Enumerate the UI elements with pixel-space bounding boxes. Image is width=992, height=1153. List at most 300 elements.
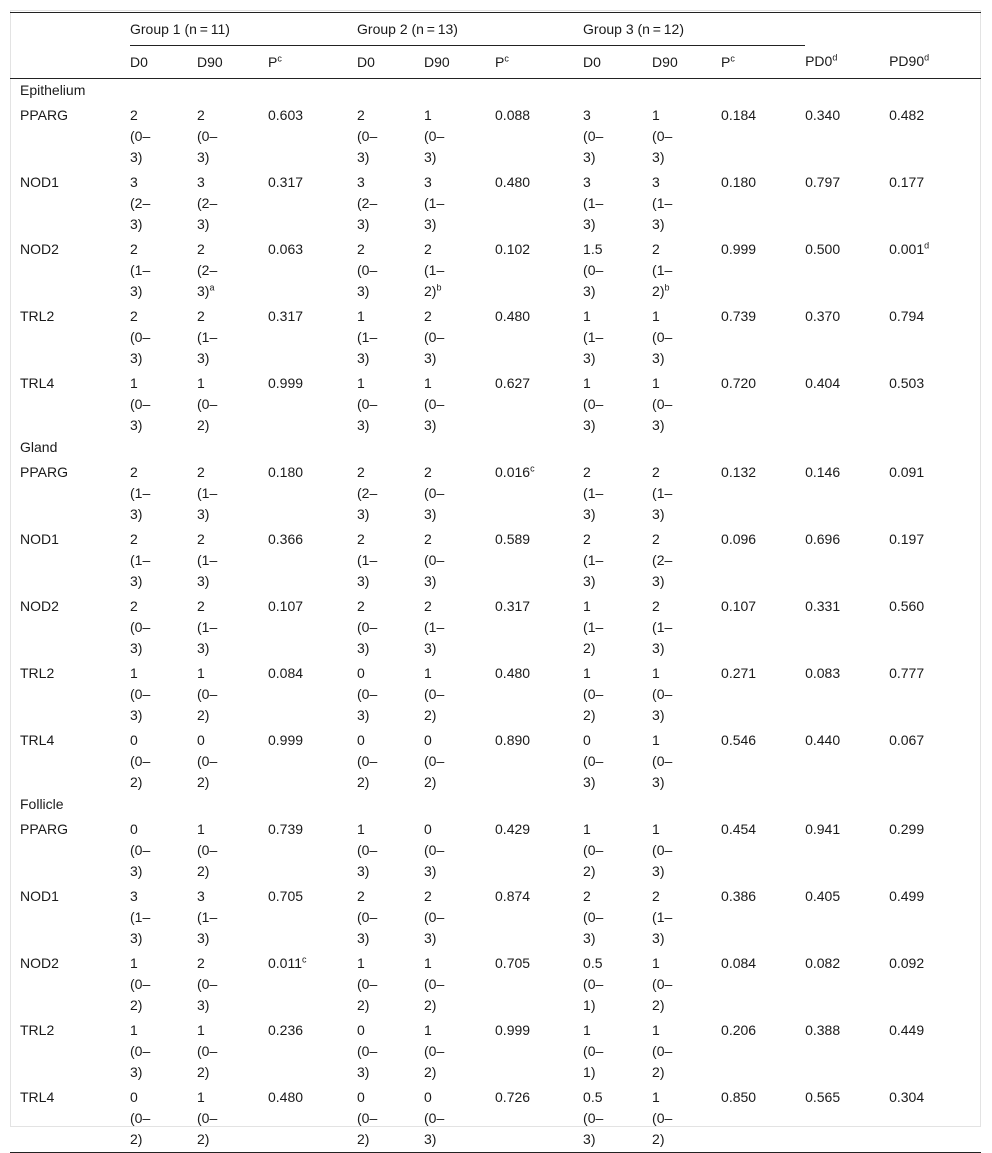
data-cell bbox=[357, 882, 424, 949]
median-value: 3 bbox=[197, 174, 205, 190]
median-value: 2 bbox=[424, 531, 432, 547]
median-range-value bbox=[424, 462, 458, 525]
p-value: 0.941 bbox=[805, 821, 841, 837]
range-value: (0– bbox=[130, 842, 151, 858]
data-cell bbox=[197, 726, 268, 793]
range-value: 3) bbox=[583, 573, 596, 589]
median-value: 1 bbox=[652, 1089, 660, 1105]
p-value: 0.627 bbox=[495, 375, 531, 391]
col-header-d90: D90 bbox=[197, 53, 223, 70]
row-label: PPARG bbox=[20, 107, 68, 123]
median-value: 3 bbox=[424, 174, 432, 190]
table-row bbox=[10, 101, 981, 168]
empty-cell bbox=[583, 793, 652, 815]
median-value: 1 bbox=[652, 1022, 660, 1038]
range-value: (0– bbox=[583, 909, 604, 925]
data-cell bbox=[721, 592, 805, 659]
range-value: (1– bbox=[357, 329, 378, 345]
row-label: TRL2 bbox=[20, 665, 55, 681]
median-range-value bbox=[357, 529, 391, 592]
data-cell bbox=[652, 235, 721, 302]
data-cell bbox=[889, 1083, 981, 1150]
data-cell bbox=[805, 726, 889, 793]
median-range-value bbox=[197, 886, 231, 949]
data-cell bbox=[495, 302, 583, 369]
range-value: (0– bbox=[130, 396, 151, 412]
median-range-value bbox=[583, 886, 617, 949]
data-cell bbox=[197, 235, 268, 302]
p-value: 0.405 bbox=[805, 888, 841, 904]
table-row bbox=[10, 949, 981, 1016]
data-cell bbox=[424, 815, 495, 882]
median-range-value bbox=[424, 1020, 458, 1083]
empty-cell bbox=[424, 793, 495, 815]
data-cell bbox=[721, 369, 805, 436]
data-cell bbox=[268, 369, 357, 436]
median-range-value bbox=[130, 239, 164, 302]
data-cell bbox=[889, 369, 981, 436]
footnote-marker: c bbox=[530, 463, 535, 474]
empty-cell bbox=[495, 79, 583, 102]
p-value: 0.317 bbox=[268, 308, 304, 324]
median-value: 1 bbox=[130, 665, 138, 681]
range-value: (0– bbox=[357, 1043, 378, 1059]
median-value: 1 bbox=[652, 107, 660, 123]
median-value: 1 bbox=[652, 955, 660, 971]
data-cell bbox=[805, 369, 889, 436]
table-row bbox=[10, 882, 981, 949]
data-cell bbox=[357, 302, 424, 369]
range-value: (1– bbox=[652, 485, 673, 501]
p-value: 0.739 bbox=[268, 821, 304, 837]
median-value: 2 bbox=[130, 308, 138, 324]
range-value: (0– bbox=[424, 842, 445, 858]
median-value: 1 bbox=[197, 1022, 205, 1038]
p-value: 0.370 bbox=[805, 308, 841, 324]
median-range-value bbox=[197, 239, 231, 302]
range-value: 2) bbox=[130, 774, 143, 790]
median-range-value bbox=[424, 819, 458, 882]
range-value: (2– bbox=[357, 485, 378, 501]
row-label: TRL2 bbox=[20, 1022, 55, 1038]
median-value: 2 bbox=[652, 464, 660, 480]
median-value: 0 bbox=[357, 665, 365, 681]
range-value: 3) bbox=[424, 350, 437, 366]
data-cell bbox=[583, 168, 652, 235]
data-cell bbox=[197, 592, 268, 659]
median-range-value bbox=[130, 819, 164, 882]
data-cell bbox=[197, 659, 268, 726]
table-row bbox=[10, 1016, 981, 1083]
range-value: (0– bbox=[197, 753, 218, 769]
data-cell bbox=[805, 1016, 889, 1083]
median-range-value bbox=[357, 953, 391, 1016]
data-cell bbox=[652, 369, 721, 436]
median-range-value bbox=[652, 730, 686, 793]
median-value: 2 bbox=[357, 888, 365, 904]
range-value: (1– bbox=[424, 619, 445, 635]
data-cell bbox=[805, 302, 889, 369]
data-cell bbox=[130, 168, 197, 235]
median-range-value bbox=[197, 730, 231, 793]
p-value: 0.565 bbox=[805, 1089, 841, 1105]
median-value: 1 bbox=[652, 308, 660, 324]
p-value: 0.197 bbox=[889, 531, 925, 547]
range-value: 3) bbox=[357, 216, 370, 232]
range-value: 3) bbox=[424, 930, 437, 946]
range-value: (0– bbox=[130, 686, 151, 702]
empty-cell bbox=[424, 79, 495, 102]
range-value: (0– bbox=[130, 1110, 151, 1126]
range-value: (0– bbox=[357, 976, 378, 992]
p-value: 0.797 bbox=[805, 174, 841, 190]
p-value: 0.386 bbox=[721, 888, 757, 904]
range-value: 2) bbox=[130, 997, 143, 1013]
range-value: (0– bbox=[357, 396, 378, 412]
median-value: 2 bbox=[652, 531, 660, 547]
median-range-value bbox=[583, 819, 617, 882]
data-cell bbox=[495, 949, 583, 1016]
empty-cell bbox=[889, 793, 981, 815]
p-value: 0.480 bbox=[268, 1089, 304, 1105]
median-range-value bbox=[424, 663, 458, 726]
range-value: (0– bbox=[583, 396, 604, 412]
median-range-value bbox=[652, 819, 686, 882]
data-cell bbox=[721, 525, 805, 592]
row-label: TRL4 bbox=[20, 732, 55, 748]
empty-cell bbox=[721, 79, 805, 102]
range-value: 3) bbox=[197, 149, 210, 165]
median-range-value bbox=[197, 1087, 231, 1150]
median-value: 1 bbox=[583, 821, 591, 837]
range-value: (2– bbox=[197, 195, 218, 211]
range-value: 3) bbox=[130, 417, 143, 433]
range-value: (0– bbox=[424, 396, 445, 412]
median-range-value bbox=[583, 730, 617, 793]
median-range-value bbox=[197, 953, 231, 1016]
data-cell bbox=[424, 235, 495, 302]
median-value: 2 bbox=[197, 107, 205, 123]
median-value: 2 bbox=[197, 955, 205, 971]
row-label: NOD2 bbox=[20, 241, 59, 257]
data-cell bbox=[197, 168, 268, 235]
median-range-value bbox=[357, 663, 391, 726]
table-row bbox=[10, 659, 981, 726]
data-cell bbox=[721, 168, 805, 235]
data-cell bbox=[805, 815, 889, 882]
row-label: NOD1 bbox=[20, 888, 59, 904]
range-value: 3) bbox=[197, 997, 210, 1013]
p-value: 0.107 bbox=[721, 598, 757, 614]
median-value: 1 bbox=[130, 955, 138, 971]
data-cell bbox=[130, 302, 197, 369]
p-value: 0.271 bbox=[721, 665, 757, 681]
p-value: 0.480 bbox=[495, 174, 531, 190]
median-range-value bbox=[130, 596, 164, 659]
p-value: 0.331 bbox=[805, 598, 841, 614]
data-cell bbox=[130, 882, 197, 949]
range-value: 2) bbox=[197, 1064, 210, 1080]
data-cell bbox=[583, 302, 652, 369]
empty-header-cell bbox=[10, 13, 130, 46]
range-value: 3) bbox=[357, 707, 370, 723]
range-value: 3) bbox=[357, 1064, 370, 1080]
empty-cell bbox=[889, 79, 981, 102]
median-value: 0 bbox=[130, 821, 138, 837]
p-value: 0.850 bbox=[721, 1089, 757, 1105]
median-value: 2 bbox=[197, 464, 205, 480]
range-value: 2) bbox=[197, 1131, 210, 1147]
table-body bbox=[10, 79, 981, 1151]
p-value: 0.084 bbox=[721, 955, 757, 971]
range-value: (0– bbox=[424, 976, 445, 992]
empty-cell bbox=[889, 436, 981, 458]
median-value: 3 bbox=[197, 888, 205, 904]
p-value: 0.092 bbox=[889, 955, 925, 971]
median-range-value bbox=[130, 886, 164, 949]
median-value: 0 bbox=[424, 821, 432, 837]
data-cell bbox=[197, 302, 268, 369]
median-range-value bbox=[583, 663, 617, 726]
column-header-row bbox=[10, 46, 981, 79]
median-range-value bbox=[197, 663, 231, 726]
median-value: 0 bbox=[357, 1022, 365, 1038]
range-value: (0– bbox=[357, 262, 378, 278]
p-value: 0.890 bbox=[495, 732, 531, 748]
data-cell bbox=[268, 1016, 357, 1083]
median-range-value bbox=[197, 529, 231, 592]
data-cell bbox=[889, 1016, 981, 1083]
p-value: 0.063 bbox=[268, 241, 304, 257]
median-range-value bbox=[197, 462, 231, 525]
empty-cell bbox=[583, 436, 652, 458]
median-range-value bbox=[652, 1020, 686, 1083]
median-value: 1 bbox=[197, 665, 205, 681]
range-value: (1– bbox=[357, 552, 378, 568]
median-value: 1 bbox=[652, 821, 660, 837]
range-value: 2) bbox=[357, 997, 370, 1013]
data-cell bbox=[130, 1083, 197, 1150]
data-cell bbox=[495, 882, 583, 949]
col-header-d0: D0 bbox=[357, 53, 375, 70]
range-value: (0– bbox=[357, 753, 378, 769]
range-value: 3) bbox=[424, 506, 437, 522]
p-value: 0.082 bbox=[805, 955, 841, 971]
data-cell bbox=[130, 525, 197, 592]
range-value: (1– bbox=[583, 619, 604, 635]
empty-cell bbox=[130, 79, 197, 102]
p-value: 0.589 bbox=[495, 531, 531, 547]
data-cell bbox=[721, 726, 805, 793]
median-range-value bbox=[652, 373, 686, 436]
table-row bbox=[10, 592, 981, 659]
empty-cell bbox=[805, 436, 889, 458]
median-value: 0 bbox=[583, 732, 591, 748]
data-cell bbox=[583, 949, 652, 1016]
empty-cell bbox=[652, 436, 721, 458]
p-value: 0.084 bbox=[268, 665, 304, 681]
empty-cell bbox=[268, 793, 357, 815]
p-value: 0.317 bbox=[495, 598, 531, 614]
data-cell bbox=[357, 726, 424, 793]
p-value: 0.440 bbox=[805, 732, 841, 748]
p-value: 0.177 bbox=[889, 174, 925, 190]
median-value: 2 bbox=[424, 241, 432, 257]
range-value: 3) bbox=[357, 573, 370, 589]
section-row bbox=[10, 793, 981, 815]
data-cell bbox=[424, 659, 495, 726]
empty-cell bbox=[357, 436, 424, 458]
range-value: 3) bbox=[130, 707, 143, 723]
range-value: (0– bbox=[130, 976, 151, 992]
range-value: (1– bbox=[197, 329, 218, 345]
section-row bbox=[10, 436, 981, 458]
range-value: 1) bbox=[583, 1064, 596, 1080]
empty-cell bbox=[424, 436, 495, 458]
p-value: 0.482 bbox=[889, 107, 925, 123]
range-value: (0– bbox=[424, 686, 445, 702]
median-range-value bbox=[357, 886, 391, 949]
p-value: 0.001 bbox=[889, 241, 925, 257]
empty-cell bbox=[721, 436, 805, 458]
empty-cell bbox=[495, 793, 583, 815]
range-value: (2– bbox=[357, 195, 378, 211]
range-value: (0– bbox=[652, 686, 673, 702]
p-value: 0.304 bbox=[889, 1089, 925, 1105]
range-value: (0– bbox=[583, 1043, 604, 1059]
data-cell bbox=[889, 168, 981, 235]
range-value: 3) bbox=[652, 149, 665, 165]
range-value: (0– bbox=[652, 842, 673, 858]
p-value: 0.480 bbox=[495, 665, 531, 681]
median-range-value bbox=[130, 1020, 164, 1083]
data-cell bbox=[805, 458, 889, 525]
p-value: 0.299 bbox=[889, 821, 925, 837]
data-cell bbox=[197, 815, 268, 882]
p-value: 0.603 bbox=[268, 107, 304, 123]
median-range-value bbox=[424, 886, 458, 949]
data-cell bbox=[721, 235, 805, 302]
range-value: 2) bbox=[197, 774, 210, 790]
median-range-value bbox=[652, 105, 686, 168]
p-value: 0.132 bbox=[721, 464, 757, 480]
range-value: 3) bbox=[357, 149, 370, 165]
empty-cell bbox=[652, 79, 721, 102]
data-cell bbox=[130, 1016, 197, 1083]
data-cell bbox=[268, 726, 357, 793]
data-cell bbox=[583, 1083, 652, 1150]
data-cell bbox=[495, 235, 583, 302]
data-cell bbox=[130, 592, 197, 659]
median-range-value bbox=[424, 596, 458, 659]
data-cell bbox=[130, 235, 197, 302]
empty-cell bbox=[583, 79, 652, 102]
range-value: 1) bbox=[583, 997, 596, 1013]
data-cell bbox=[424, 1083, 495, 1150]
p-value: 0.340 bbox=[805, 107, 841, 123]
median-value: 1 bbox=[424, 665, 432, 681]
empty-cell bbox=[357, 793, 424, 815]
p-value: 0.499 bbox=[889, 888, 925, 904]
empty-cell bbox=[721, 793, 805, 815]
median-range-value bbox=[424, 239, 458, 302]
data-cell bbox=[495, 1016, 583, 1083]
range-value: (0– bbox=[424, 1043, 445, 1059]
range-value: 3) bbox=[583, 216, 596, 232]
data-cell bbox=[583, 1016, 652, 1083]
p-value: 0.206 bbox=[721, 1022, 757, 1038]
range-value: 3) bbox=[130, 216, 143, 232]
median-value: 3 bbox=[130, 888, 138, 904]
range-value: (1– bbox=[130, 909, 151, 925]
data-cell bbox=[583, 101, 652, 168]
range-value: (0– bbox=[583, 753, 604, 769]
median-range-value bbox=[357, 373, 391, 436]
range-value: 2) bbox=[424, 997, 437, 1013]
range-value: (2– bbox=[130, 195, 151, 211]
median-range-value bbox=[357, 172, 391, 235]
range-value: 3) bbox=[357, 283, 370, 299]
data-cell bbox=[721, 882, 805, 949]
data-cell bbox=[652, 525, 721, 592]
median-value: 1.5 bbox=[583, 241, 603, 257]
data-cell bbox=[268, 592, 357, 659]
range-value: 3) bbox=[652, 640, 665, 656]
median-range-value bbox=[130, 529, 164, 592]
data-cell bbox=[495, 726, 583, 793]
empty-header-cell bbox=[805, 13, 889, 46]
range-value: 3) bbox=[424, 216, 437, 232]
data-cell bbox=[805, 1083, 889, 1150]
data-cell bbox=[357, 525, 424, 592]
section-label: Follicle bbox=[20, 796, 64, 812]
data-cell bbox=[424, 458, 495, 525]
p-value: 0.999 bbox=[495, 1022, 531, 1038]
range-value: 3) bbox=[130, 573, 143, 589]
range-value: 3) bbox=[130, 1064, 143, 1080]
col-header-d0: D0 bbox=[583, 53, 601, 70]
data-cell bbox=[268, 525, 357, 592]
median-range-value bbox=[583, 953, 617, 1016]
empty-cell bbox=[268, 79, 357, 102]
data-cell bbox=[805, 168, 889, 235]
median-range-value bbox=[652, 529, 686, 592]
empty-cell bbox=[130, 793, 197, 815]
median-range-value bbox=[652, 886, 686, 949]
data-cell bbox=[197, 369, 268, 436]
table-row bbox=[10, 369, 981, 436]
section-row bbox=[10, 79, 981, 102]
range-value: (0– bbox=[652, 329, 673, 345]
data-cell bbox=[424, 369, 495, 436]
group-header-row bbox=[10, 13, 981, 46]
col-header-pd90: PD90$^d$ bbox=[889, 52, 930, 70]
range-value: 3) bbox=[424, 149, 437, 165]
data-cell bbox=[357, 1016, 424, 1083]
range-value: 2) bbox=[583, 863, 596, 879]
range-value: (0– bbox=[130, 128, 151, 144]
range-value: 3) bbox=[197, 283, 210, 299]
data-cell bbox=[805, 592, 889, 659]
data-cell bbox=[268, 815, 357, 882]
p-value: 0.999 bbox=[721, 241, 757, 257]
median-value: 3 bbox=[583, 107, 591, 123]
range-value: (1– bbox=[130, 485, 151, 501]
range-value: (0– bbox=[357, 128, 378, 144]
median-value: 1 bbox=[583, 1022, 591, 1038]
empty-cell bbox=[197, 79, 268, 102]
p-value: 0.180 bbox=[721, 174, 757, 190]
